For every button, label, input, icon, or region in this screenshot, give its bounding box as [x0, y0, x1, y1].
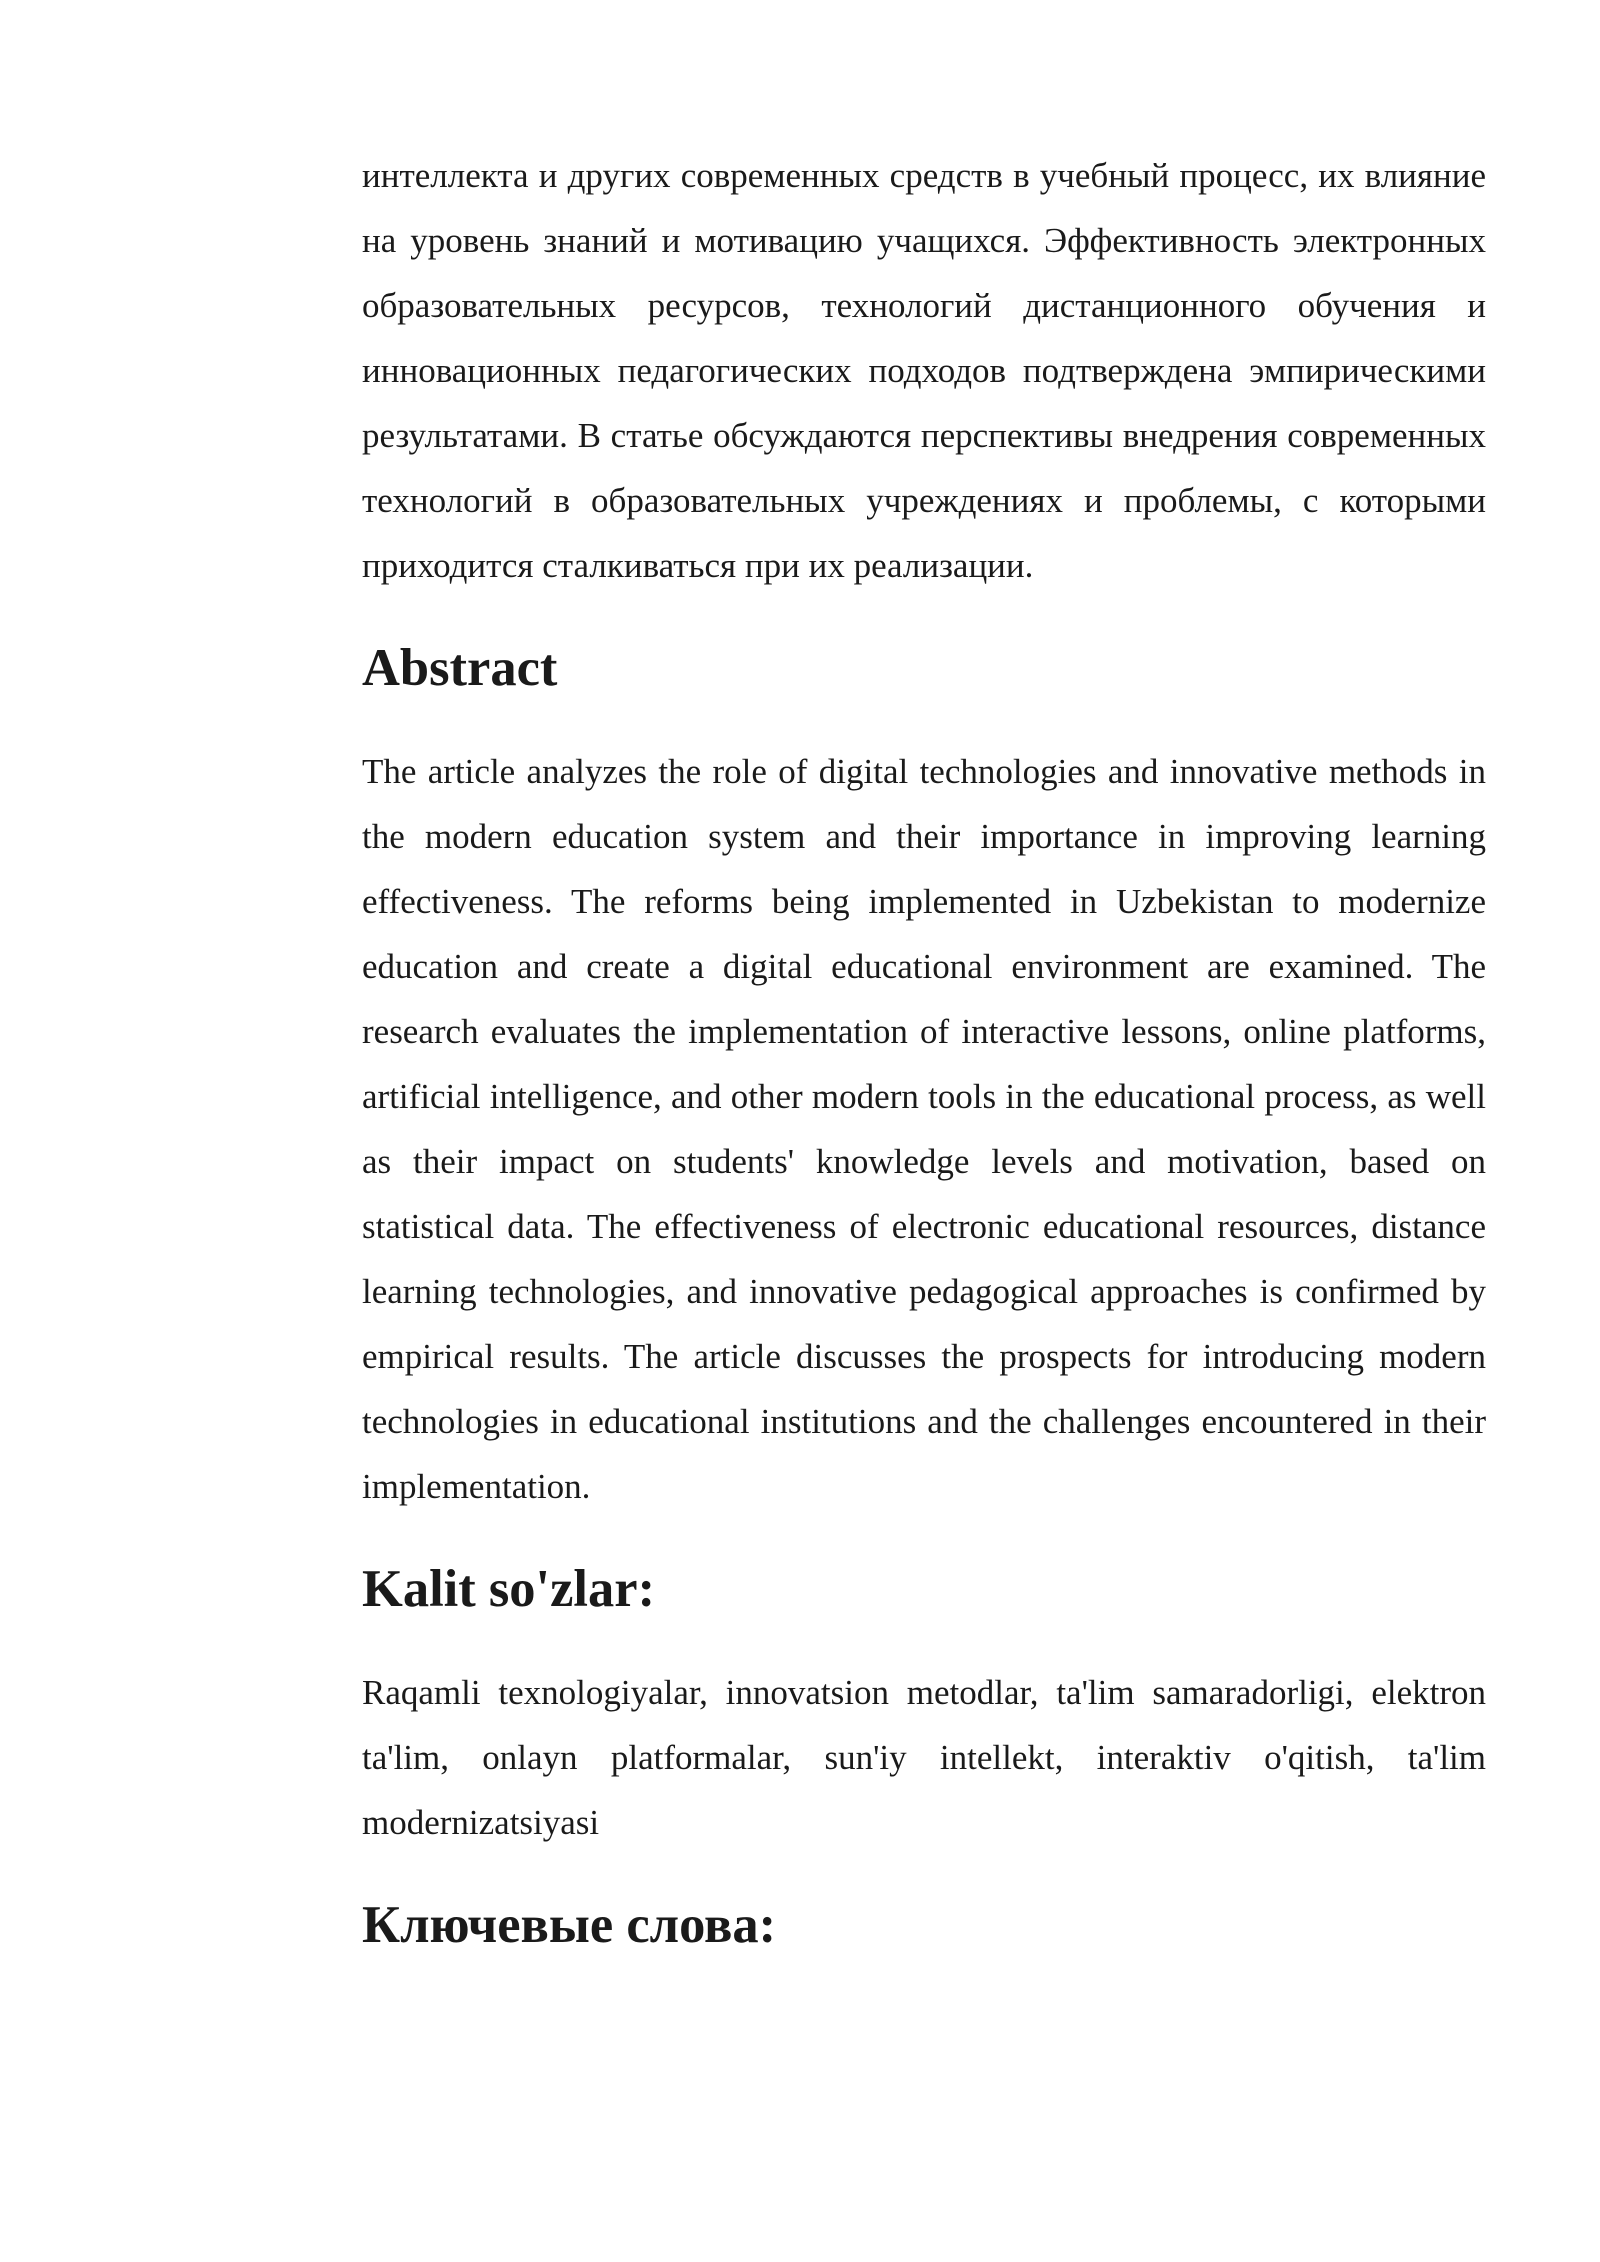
russian-abstract-continuation: интеллекта и других современных средств в учебный процесс, их влияние на уровень знаний и мотивацию учащихся. Эффективность электронных образовательных ресурсов, технологий дистанционного обучения и инновационных педагогических подходов подтверждена эмпирическими результатами. В статье обсуждаются перспективы внедрения современных технологий в образовательных учреждениях и проблемы, с которыми приходится сталкиваться при их реализации.	[362, 156, 1486, 585]
abstract-heading: Abstract	[362, 639, 558, 697]
document-page	[362, 143, 1486, 1958]
keywords-uz-heading: Kalit so'zlar:	[362, 1560, 656, 1618]
keywords-ru-heading: Ключевые слова:	[362, 1896, 777, 1954]
keywords-uz-text: Raqamli texnologiyalar, innovatsion metodlar, ta'lim samaradorligi, elektron ta'lim, onlayn platformalar, sun'iy intellekt, interaktiv o'qitish, ta'lim modernizatsiyasi	[362, 1673, 1486, 1842]
abstract-text: The article analyzes the role of digital technologies and innovative methods in the modern education system and their importance in improving learning effectiveness. The reforms being implemented in Uzbekistan to modernize education and create a digital educational environment are examined. The research evaluates the implementation of interactive lessons, online platforms, artificial intelligence, and other modern tools in the educational process, as well as their impact on students' knowledge levels and motivation, based on statistical data. The effectiveness of electronic educational resources, distance learning technologies, and innovative pedagogical approaches is confirmed by empirical results. The article discusses the prospects for introducing modern technologies in educational institutions and the challenges encountered in their implementation.	[362, 752, 1486, 1506]
